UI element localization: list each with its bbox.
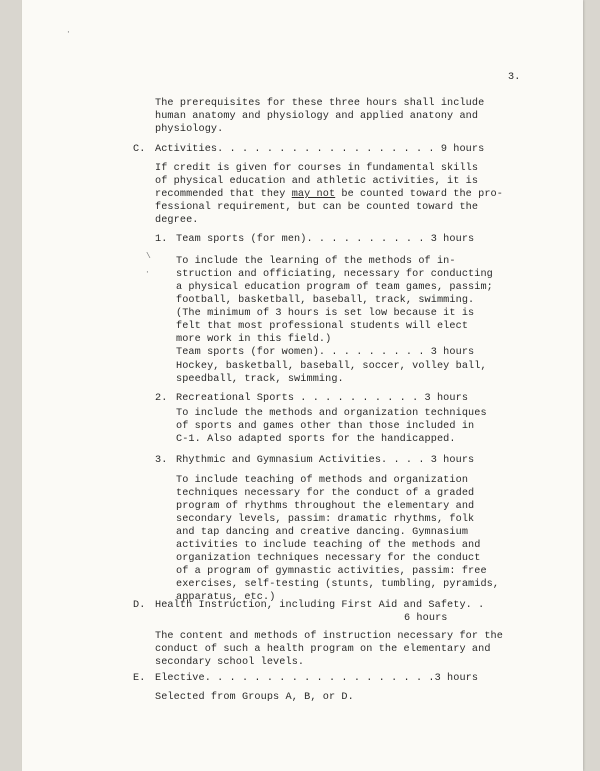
stray-mark: · <box>145 268 150 277</box>
intro-line: human anatomy and physiology and applied anatony and <box>155 111 479 122</box>
text-run: recommended that they <box>155 189 292 200</box>
section-c-paragraph-line: of physical education and athletic activities, it is <box>155 176 479 187</box>
section-d-heading: Health Instruction, including First Aid and Safety. . <box>155 600 485 611</box>
page-number: 3. <box>508 72 521 83</box>
section-c-paragraph-line: fessional requirement, but can be counted toward the <box>155 202 479 213</box>
section-c-letter: C. <box>133 144 146 155</box>
section-c-paragraph-line: degree. <box>155 215 199 226</box>
item-body-line: a physical education program of team games, passim; <box>176 282 493 293</box>
section-e-letter: E. <box>133 673 146 684</box>
section-c-heading: Activities. . . . . . . . . . . . . . . . . . 9 hours <box>155 144 485 155</box>
item-body-line: of a program of gymnastic activities, passim: free <box>176 566 487 577</box>
intro-line: The prerequisites for these three hours shall include <box>155 98 485 109</box>
item-body-line: apparatus, etc.) <box>176 592 276 603</box>
section-c-paragraph-line: If credit is given for courses in fundamental skills <box>155 163 479 174</box>
item-body-line: and tap dancing and creative dancing. Gymnasium <box>176 527 469 538</box>
stray-mark: · <box>66 28 71 37</box>
item-number: 3. <box>155 455 168 466</box>
item-subbody-line: speedball, track, swimming. <box>176 374 344 385</box>
section-d-body-line: conduct of such a health program on the elementary and <box>155 644 491 655</box>
item-subbody-line: Hockey, basketball, baseball, soccer, volley ball, <box>176 361 487 372</box>
section-e-heading: Elective. . . . . . . . . . . . . . . . . . .3 hours <box>155 673 479 684</box>
item-number: 2. <box>155 393 168 404</box>
item-body-line: football, basketball, baseball, track, swimming. <box>176 295 475 306</box>
item-body-line: techniques necessary for the conduct of a graded <box>176 488 475 499</box>
underlined-emphasis: may not <box>291 189 336 200</box>
item-body-line: organization techniques necessary for the conduct <box>176 553 481 564</box>
item-body-line: To include the methods and organization techniques <box>176 408 487 419</box>
item-subtitle: Team sports (for women). . . . . . . . . 3 hours <box>176 347 475 358</box>
text-run: be counted toward the pro- <box>335 189 503 200</box>
item-body-line: struction and officiating, necessary for conducting <box>176 269 493 280</box>
item-body-line: secondary levels, passim: dramatic rhythms, folk <box>176 514 475 525</box>
section-e-body: Selected from Groups A, B, or D. <box>155 692 354 703</box>
item-body-line: exercises, self-testing (stunts, tumbling, pyramids, <box>176 579 500 590</box>
item-body-line: of sports and games other than those included in <box>176 421 475 432</box>
section-c-paragraph-line <box>155 188 503 201</box>
item-body-line: To include the learning of the methods of in- <box>176 256 456 267</box>
item-body-line: To include teaching of methods and organization <box>176 475 469 486</box>
item-body-line: felt that most professional students will elect <box>176 321 469 332</box>
stray-mark: \ <box>146 252 151 261</box>
intro-line: physiology. <box>155 124 224 135</box>
item-body-line: program of rhythms throughout the elementary and <box>176 501 475 512</box>
section-d-letter: D. <box>133 600 146 611</box>
section-d-hours: 6 hours <box>404 613 448 624</box>
item-body-line: C-1. Also adapted sports for the handicapped. <box>176 434 456 445</box>
item-body-line: more work in this field.) <box>176 334 332 345</box>
item-number: 1. <box>155 234 168 245</box>
section-d-body-line: secondary school levels. <box>155 657 305 668</box>
section-d-body-line: The content and methods of instruction necessary for the <box>155 631 503 642</box>
item-title: Team sports (for men). . . . . . . . . . 3 hours <box>176 234 475 245</box>
item-title: Recreational Sports . . . . . . . . . . 3 hours <box>176 393 469 404</box>
item-title: Rhythmic and Gymnasium Activities. . . . 3 hours <box>176 455 475 466</box>
item-body-line: (The minimum of 3 hours is set low because it is <box>176 308 475 319</box>
document-page <box>22 0 583 771</box>
item-body-line: activities to include teaching of the methods and <box>176 540 481 551</box>
